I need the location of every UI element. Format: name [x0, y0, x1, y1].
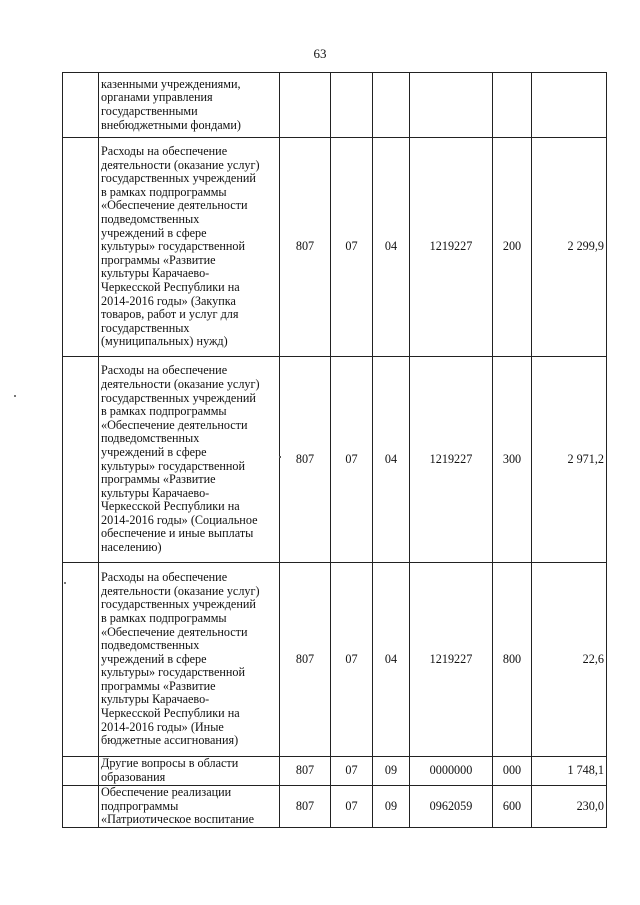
- expense-type-cell: 800: [493, 563, 532, 757]
- target-article-cell: 0962059: [410, 786, 493, 828]
- description-text: Расходы на обеспечение деятельности (оказание услуг) государственных учреждений в рамках подпрограммы «Обеспечение деятельности подведомственных учреждений в сфере культуры» государственной программы «Развитие культуры Карачаево- Черкесской Республики на 2014-2016 годы» (Иные бюджетные ассигнования): [101, 570, 260, 748]
- description-cell: [99, 138, 280, 357]
- description-text: Обеспечение реализации подпрограммы «Патриотическое воспитание: [101, 785, 254, 827]
- table-row: [63, 73, 607, 138]
- description-text: Другие вопросы в области образования: [101, 756, 239, 784]
- description-cell: [99, 757, 280, 786]
- amount-cell: 2 971,2: [532, 357, 607, 563]
- expense-type-cell: 600: [493, 786, 532, 828]
- subsection-cell: 04: [373, 563, 410, 757]
- ministry-cell: 807: [280, 138, 331, 357]
- table-row: [63, 757, 607, 786]
- index-cell: [63, 73, 99, 138]
- expense-type-cell: 200: [493, 138, 532, 357]
- target-article-cell: [410, 73, 493, 138]
- table-row: [63, 563, 607, 757]
- description-cell: [99, 786, 280, 828]
- section-cell: 07: [331, 786, 373, 828]
- subsection-cell: [373, 73, 410, 138]
- section-cell: 07: [331, 357, 373, 563]
- page-number: 63: [313, 46, 327, 61]
- section-cell: 07: [331, 563, 373, 757]
- subsection-cell: 09: [373, 786, 410, 828]
- ministry-cell: 807: [280, 563, 331, 757]
- amount-cell: 1 748,1: [532, 757, 607, 786]
- scan-speck: [279, 456, 281, 458]
- expense-type-cell: 000: [493, 757, 532, 786]
- budget-table: [62, 72, 607, 828]
- scan-speck: [64, 582, 66, 584]
- target-article-cell: 1219227: [410, 138, 493, 357]
- description-cell: [99, 73, 280, 138]
- table-row: [63, 786, 607, 828]
- description-cell: [99, 357, 280, 563]
- ministry-cell: 807: [280, 786, 331, 828]
- ministry-cell: 807: [280, 357, 331, 563]
- description-text: Расходы на обеспечение деятельности (оказание услуг) государственных учреждений в рамках подпрограммы «Обеспечение деятельности подведомственных учреждений в сфере культуры» государственной программы «Развитие культуры Карачаево- Черкесской Республики на 2014-2016 годы» (Закупка товаров, работ и услуг для государственных (муниципальных) нужд): [101, 144, 260, 349]
- description-text: Расходы на обеспечение деятельности (оказание услуг) государственных учреждений в рамках подпрограммы «Обеспечение деятельности подведомственных учреждений в сфере культуры» государственной программы «Развитие культуры Карачаево- Черкесской Республики на 2014-2016 годы» (Социальное обеспечение и иные выплаты населению): [101, 363, 260, 555]
- description-text: казенными учреждениями, органами управления государственными внебюджетными фондами): [101, 76, 241, 132]
- amount-cell: 22,6: [532, 563, 607, 757]
- target-article-cell: 1219227: [410, 563, 493, 757]
- ministry-cell: 807: [280, 757, 331, 786]
- amount-cell: 2 299,9: [532, 138, 607, 357]
- target-article-cell: 1219227: [410, 357, 493, 563]
- index-cell: [63, 757, 99, 786]
- ministry-cell: [280, 73, 331, 138]
- index-cell: [63, 138, 99, 357]
- amount-cell: [532, 73, 607, 138]
- description-cell: [99, 563, 280, 757]
- subsection-cell: 04: [373, 357, 410, 563]
- table-row: [63, 138, 607, 357]
- index-cell: [63, 563, 99, 757]
- target-article-cell: 0000000: [410, 757, 493, 786]
- section-cell: [331, 73, 373, 138]
- expense-type-cell: 300: [493, 357, 532, 563]
- expense-type-cell: [493, 73, 532, 138]
- index-cell: [63, 786, 99, 828]
- scan-speck: [14, 395, 16, 397]
- subsection-cell: 09: [373, 757, 410, 786]
- section-cell: 07: [331, 757, 373, 786]
- subsection-cell: 04: [373, 138, 410, 357]
- section-cell: 07: [331, 138, 373, 357]
- table-row: [63, 357, 607, 563]
- amount-cell: 230,0: [532, 786, 607, 828]
- index-cell: [63, 357, 99, 563]
